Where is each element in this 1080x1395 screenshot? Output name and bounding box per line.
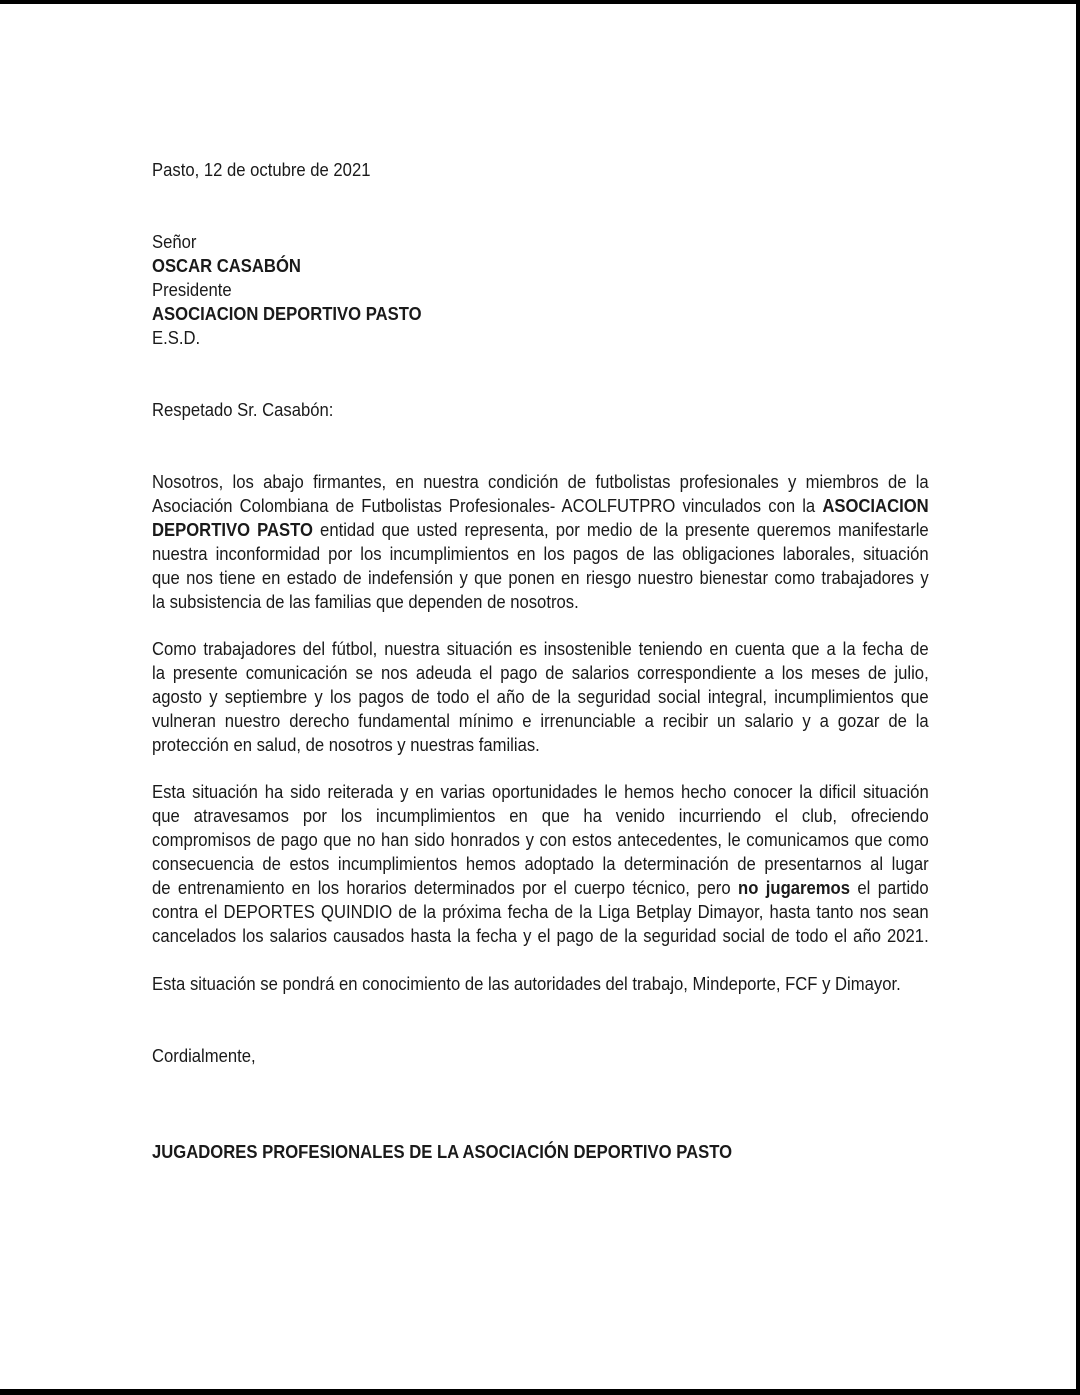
top-border	[0, 0, 1080, 4]
paragraph-2-line: protección en salud, de nosotros y nuestras familias.	[152, 734, 540, 755]
paragraph-2	[152, 637, 929, 757]
paragraph-2-line: agosto y septiembre y los pagos de todo el año de la seguridad social integral, incumplimientos que	[152, 686, 929, 707]
paragraph-3-line: cancelados los salarios causados hasta la fecha y el pago de la seguridad social de todo el año 2021.	[152, 925, 929, 946]
paragraph-3-line: contra el DEPORTES QUINDIO de la próxima fecha de la Liga Betplay Dimayor, hasta tanto nos sean	[152, 901, 929, 922]
paragraph-1-line: que nos tiene en estado de indefensión y que ponen en riesgo nuestro bienestar como trabajadores y	[152, 567, 929, 588]
paragraph-1-line: la subsistencia de las familias que dependen de nosotros.	[152, 591, 579, 612]
letter-date: Pasto, 12 de octubre de 2021	[152, 159, 371, 180]
paragraph-1-line: Asociación Colombiana de Futbolistas Profesionales- ACOLFUTPRO vinculados con la ASOCIACION	[152, 495, 929, 516]
right-border	[1076, 0, 1080, 1395]
paragraph-1	[152, 470, 929, 614]
paragraph-1-line: DEPORTIVO PASTO entidad que usted representa, por medio de la presente queremos manifestarle	[152, 519, 929, 540]
paragraph-3-line: compromisos de pago que no han sido honrados y con estos antecedentes, le comunicamos que como	[152, 829, 929, 850]
recipient-organization: ASOCIACION DEPORTIVO PASTO	[152, 303, 422, 324]
paragraph-3-line: que atravesamos por los incumplimientos en que ha venido incurriendo el club, ofreciendo	[152, 805, 929, 826]
letter-greeting: Respetado Sr. Casabón:	[152, 399, 334, 420]
recipient-title: Presidente	[152, 279, 232, 300]
paragraph-3-line: de entrenamiento en los horarios determinados por el cuerpo técnico, pero no jugaremos el partido	[152, 877, 929, 898]
paragraph-1-line: nuestra inconformidad por los incumplimientos en los pagos de las obligaciones laborales, situación	[152, 543, 929, 564]
letter-signature: JUGADORES PROFESIONALES DE LA ASOCIACIÓN DEPORTIVO PASTO	[152, 1141, 733, 1162]
recipient-salutation: Señor	[152, 231, 197, 252]
recipient-esd: E.S.D.	[152, 327, 201, 348]
paragraph-4: Esta situación se pondrá en conocimiento de las autoridades del trabajo, Mindeporte, FCF y Dimayor.	[152, 973, 901, 994]
paragraph-3	[152, 780, 929, 948]
bottom-border	[0, 1389, 1080, 1395]
paragraph-3-line: Esta situación ha sido reiterada y en varias oportunidades le hemos hecho conocer la dificil situación	[152, 781, 929, 802]
paragraph-3-line: consecuencia de estos incumplimientos hemos adoptado la determinación de presentarnos al lugar	[152, 853, 929, 874]
paragraph-2-line: Como trabajadores del fútbol, nuestra situación es insostenible teniendo en cuenta que a la fecha de	[152, 638, 929, 659]
paragraph-2-line: vulneran nuestro derecho fundamental mínimo e irrenunciable a recibir un salario y a gozar de la	[152, 710, 929, 731]
letter-closing: Cordialmente,	[152, 1045, 256, 1066]
paragraph-2-line: la presente comunicación se nos adeuda el pago de salarios correspondiente a los meses de julio,	[152, 662, 929, 683]
recipient-name: OSCAR CASABÓN	[152, 255, 301, 276]
paragraph-1-line: Nosotros, los abajo firmantes, en nuestra condición de futbolistas profesionales y miembros de la	[152, 471, 929, 492]
